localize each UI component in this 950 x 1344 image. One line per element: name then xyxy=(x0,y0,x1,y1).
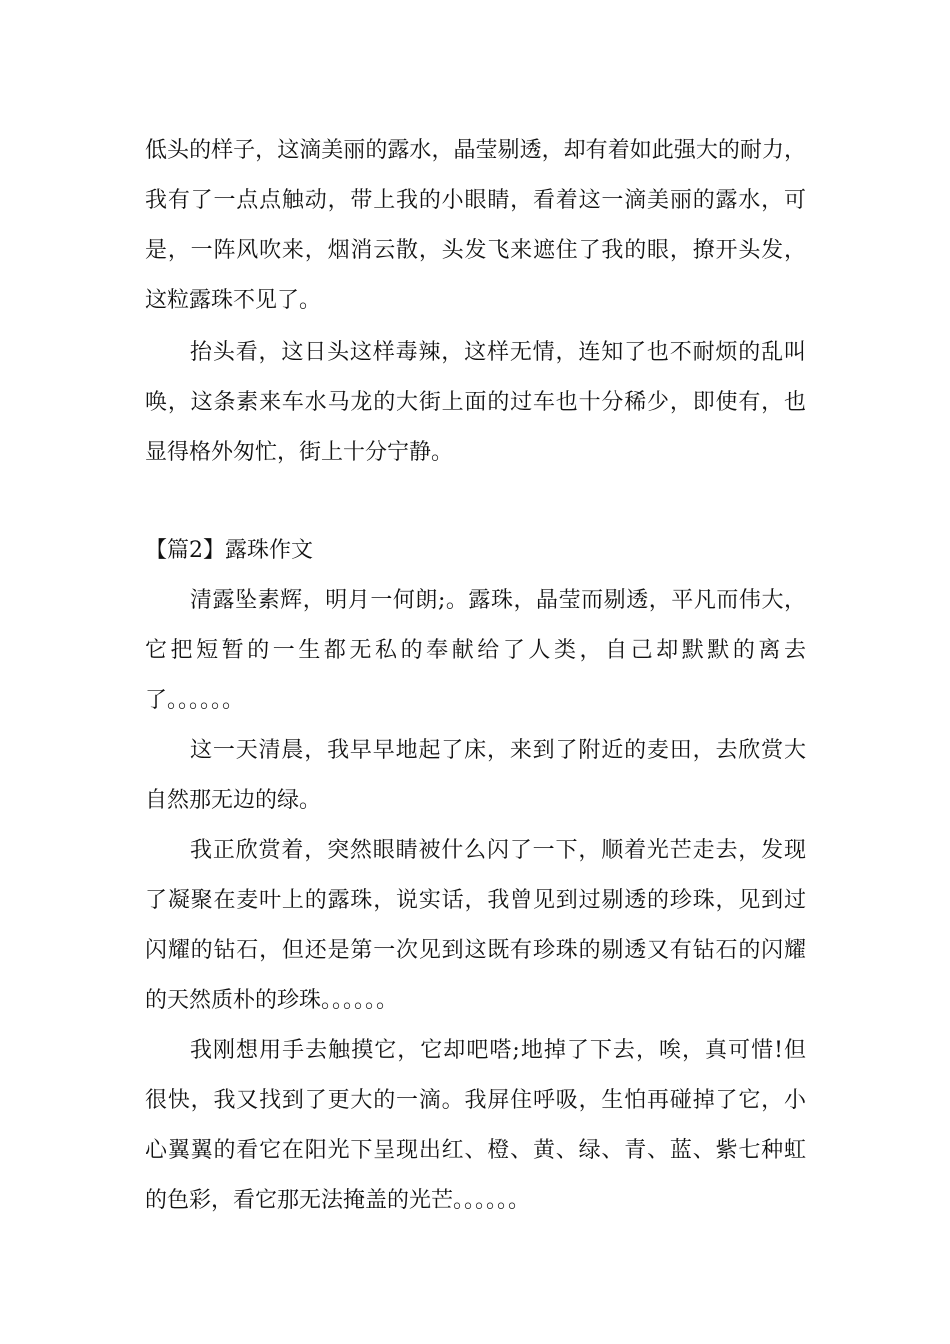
text-line: 是，一阵风吹来，烟消云散，头发飞来遮住了我的眼，撩开头发， xyxy=(145,238,806,263)
text-line: 低头的样子，这滴美丽的露水，晶莹剔透，却有着如此强大的耐力， xyxy=(145,138,806,163)
text-line: 唤，这条素来车水马龙的大街上面的过车也十分稀少，即使有，也 xyxy=(145,390,806,415)
text-line: 抬头看，这日头这样毒辣，这样无情，连知了也不耐烦的乱叫 xyxy=(190,340,806,365)
text-line: 它把短暂的一生都无私的奉献给了人类，自己却默默的离去 xyxy=(145,638,806,663)
text-line: 清露坠素辉，明月一何朗;。露珠，晶莹而剔透，平凡而伟大， xyxy=(190,588,806,613)
text-line: 闪耀的钻石，但还是第一次见到这既有珍珠的剔透又有钻石的闪耀 xyxy=(145,938,806,963)
text-line: 这粒露珠不见了。 xyxy=(145,288,322,313)
text-line: 的色彩，看它那无法掩盖的光芒。。。。。。 xyxy=(145,1188,531,1213)
text-line: 我正欣赏着，突然眼睛被什么闪了一下，顺着光芒走去，发现 xyxy=(190,838,806,863)
text-line: 我刚想用手去触摸它，它却吧嗒;地掉了下去，唉，真可惜!但 xyxy=(190,1038,806,1063)
text-line: 了。。。。。。 xyxy=(145,688,245,713)
text-line: 心翼翼的看它在阳光下呈现出红、橙、黄、绿、青、蓝、紫七种虹 xyxy=(145,1138,806,1163)
text-line: 显得格外匆忙，街上十分宁静。 xyxy=(145,440,454,465)
section-heading: 【篇2】露珠作文 xyxy=(145,538,313,563)
text-line: 这一天清晨，我早早地起了床，来到了附近的麦田，去欣赏大 xyxy=(190,738,806,763)
text-line: 很快，我又找到了更大的一滴。我屏住呼吸，生怕再碰掉了它，小 xyxy=(145,1088,806,1113)
text-line: 了凝聚在麦叶上的露珠，说实话，我曾见到过剔透的珍珠，见到过 xyxy=(145,888,806,913)
text-line: 自然那无边的绿。 xyxy=(145,788,322,813)
text-line: 的天然质朴的珍珠。。。。。。 xyxy=(145,988,399,1013)
text-line: 我有了一点点触动，带上我的小眼睛，看着这一滴美丽的露水，可 xyxy=(145,188,806,213)
